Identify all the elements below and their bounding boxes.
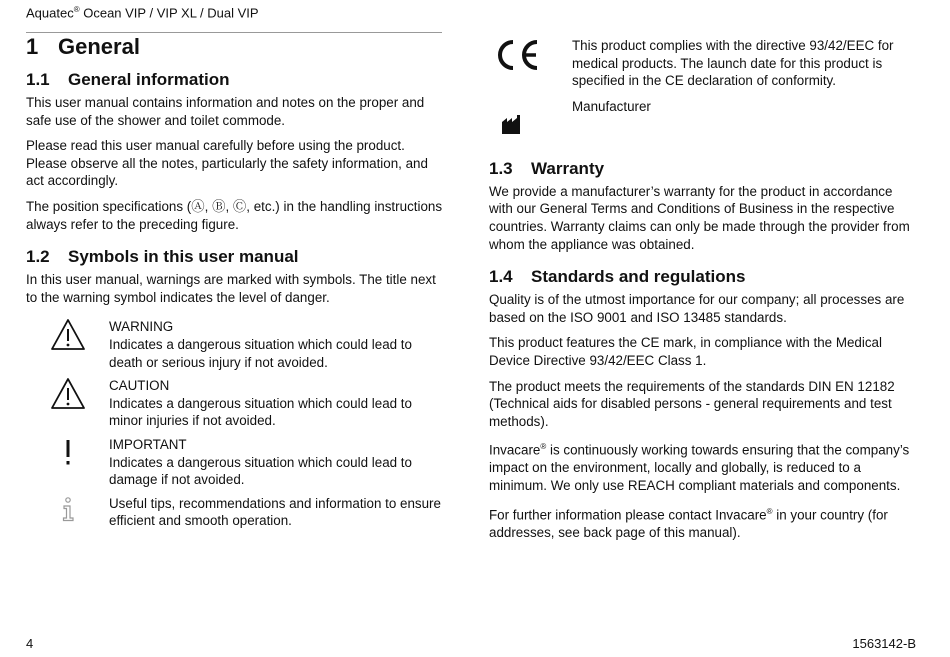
ce-mark-row (489, 36, 914, 98)
paragraph: Quality is of the utmost importance for our company; all processes are based on the ISO 9001 and ISO 13485 standards. (489, 292, 905, 325)
document-number: 1563142-B (852, 636, 916, 651)
header-brand: Aquatec (26, 5, 74, 21)
symbol-description: Useful tips, recommendations and information to ensure efficient and smooth operation. (109, 495, 441, 529)
paragraph-text: For further information please contact Invacare (489, 507, 767, 523)
section-1-1-heading (26, 70, 446, 90)
brand-name: Invacare (489, 442, 541, 458)
ce-text: This product complies with the directive 93/42/EEC for medical products. The launch date for this product is specified in the CE declaration of conformity. (572, 38, 894, 89)
section-number: 1.1 (26, 70, 50, 89)
section-number: 1.2 (26, 247, 50, 267)
manufacturer-row (489, 98, 914, 147)
exclamation-icon (26, 436, 109, 489)
running-header (26, 5, 259, 20)
chapter-title: General (58, 34, 140, 59)
symbol-description: Indicates a dangerous situation which could lead to minor injuries if not avoided. (109, 395, 412, 429)
section-1-2-heading (26, 247, 446, 267)
section-1-3-heading (489, 159, 914, 179)
paragraph: This user manual contains information and notes on the proper and safe use of the shower and toilet commode. (26, 95, 425, 128)
ce-mark-icon (489, 36, 572, 98)
manufacturer-label: Manufacturer (572, 98, 651, 114)
paragraph: We provide a manufacturer’s warranty for the product in accordance with our General Terms and Conditions of Business in the respective countries. Warranty claims can only be made through the provider from whom the appliance was obtained. (489, 183, 910, 252)
paragraph: In this user manual, warnings are marked with symbols. The title next to the warning symbol indicates the level of danger. (26, 272, 436, 305)
info-icon (26, 495, 109, 530)
reg-mark: ® (540, 442, 547, 452)
symbol-description: Indicates a dangerous situation which could lead to death or serious injury if not avoided. (109, 336, 412, 370)
manufacturer-factory-icon (489, 102, 572, 147)
symbol-caution (26, 377, 446, 430)
section-title: Symbols in this user manual (68, 247, 299, 267)
section-title: Warranty (531, 158, 605, 178)
page-number: 4 (26, 636, 34, 651)
symbol-description: Indicates a dangerous situation which could lead to damage if not avoided. (109, 454, 412, 488)
chapter-heading (26, 34, 446, 60)
symbol-important (26, 436, 446, 489)
symbol-title: CAUTION (109, 378, 170, 394)
warning-triangle-icon (26, 318, 109, 371)
section-title: Standards and regulations (531, 267, 746, 287)
section-number: 1.3 (489, 158, 513, 178)
paragraph: The position specifications (Ⓐ, Ⓑ, Ⓒ, etc.) in the handling instructions always refer to the preceding figure. (26, 198, 443, 232)
reg-mark: ® (766, 506, 773, 516)
chapter-number: 1 (26, 34, 39, 59)
section-title: General information (68, 70, 230, 89)
symbol-title: WARNING (109, 319, 174, 335)
paragraph-text: is continuously working towards ensuring that the company’s impact on the environment, locally and globally, is reduced to a minimum. We only use REACH compliant materials and components. (489, 442, 910, 493)
header-models: Ocean VIP / VIP XL / Dual VIP (79, 5, 259, 21)
paragraph: Please read this user manual carefully before using the product. Please observe all the notes, particularly the safety information, and act accordingly. (26, 138, 428, 189)
paragraph: This product features the CE mark, in compliance with the Medical Device Directive 93/42/EEC Class 1. (489, 335, 882, 368)
paragraph: The product meets the requirements of the standards DIN EN 12182 (Technical aids for disabled persons - general requirements and test methods). (489, 378, 895, 429)
caution-triangle-icon (26, 377, 109, 430)
symbol-title: IMPORTANT (109, 436, 187, 452)
paragraph (489, 438, 914, 494)
section-1-4-heading (489, 267, 914, 287)
right-column (489, 36, 914, 549)
paragraph (489, 503, 914, 542)
header-rule (26, 32, 442, 33)
section-number: 1.4 (489, 267, 513, 287)
symbol-warning (26, 318, 446, 371)
paragraph-text: in your country (for addresses, see back page of this manual). (489, 507, 888, 540)
left-column (26, 34, 446, 536)
symbol-info (26, 495, 446, 530)
header-reg: ® (73, 5, 80, 14)
